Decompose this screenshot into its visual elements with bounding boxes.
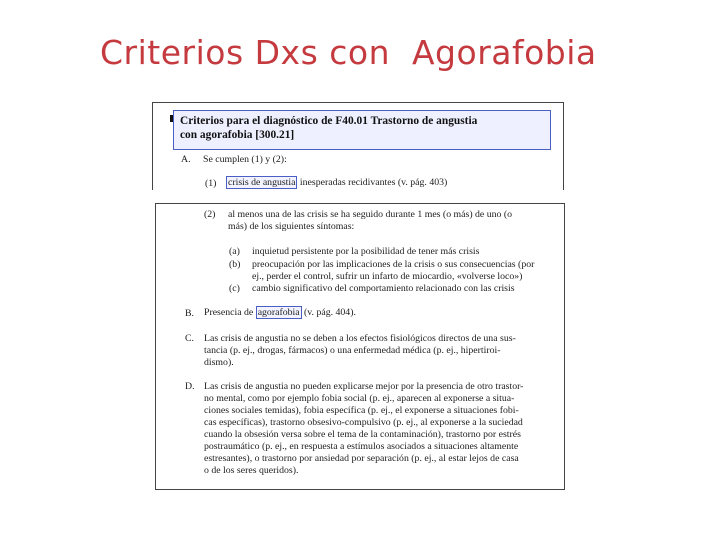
criterion-c-line-1: Las crisis de angustia no se deben a los efectos fisiológicos directos de una sus- [204,333,516,344]
sub-b-line-1: preocupación por las implicaciones de la crisis o sus consecuencias (por [252,259,535,270]
criteria-header-line-2: con agorafobia [300.21] [180,129,295,141]
criterion-a-item2-line-1: al menos una de las crisis se ha seguido durante 1 mes (o más) de uno (o [228,209,513,220]
criterion-a-marker: A. [181,154,191,165]
criterion-a-item1 [226,177,447,189]
criterion-a-item2-marker: (2) [204,209,216,220]
criterion-a-item1-marker: (1) [205,178,217,189]
scan-fragment-top [152,102,564,190]
criteria-header-line-1: Criterios para el diagnóstico de F40.01 Trastorno de angustia [180,115,478,127]
criterion-b-marker: B. [185,308,194,319]
criterion-a-item2-line-2: más) de los siguientes síntomas: [228,221,355,232]
criterion-d-line: cas específicas), trastorno obsesivo-compulsivo (p. ej., al exponerse a la suciedad [204,417,523,428]
criterion-c-marker: C. [185,333,194,344]
highlight-crisis-de-angustia: crisis de angustia [228,177,296,188]
sub-a-text: inquietud persistente por la posibilidad de tener más crisis [252,246,480,257]
highlight-agorafobia: agorafobia [257,307,300,318]
criterion-c-line-2: tancia (p. ej., drogas, fármacos) o una enfermedad médica (p. ej., hipertiroi- [204,345,501,356]
criterion-c-line-3: dismo). [204,357,234,368]
criterion-d-line: estresantes), o trastorno por ansiedad por separación (p. ej., al estar lejos de casa [204,453,519,464]
sub-c-marker: (c) [229,283,240,294]
criterion-d-line: postraumático (p. ej., en respuesta a estímulos asociados a situaciones altamente [204,441,519,452]
sub-b-marker: (b) [229,259,241,270]
sub-c-text: cambio significativo del comportamiento relacionado con las crisis [252,283,515,294]
criterion-b-post: (v. pág. 404). [301,307,356,318]
criterion-a-text: Se cumplen (1) y (2): [203,154,287,165]
criteria-header [173,110,551,150]
sub-b-line-2: ej., perder el control, sufrir un infarto de miocardio, «volverse loco») [252,271,523,282]
criterion-d-line: ciones sociales temidas), fobia específica (p. ej., el exponerse a situaciones fobi- [204,405,519,416]
criterion-d-line: Las crisis de angustia no pueden explicarse mejor por la presencia de otro trastor- [204,381,524,392]
criterion-b-text [204,307,356,319]
criterion-d-line: no mental, como por ejemplo fobia social (p. ej., aparecen al exponerse a situa- [204,393,515,404]
sub-a-marker: (a) [229,246,240,257]
slide-title: Criterios Dxs con Agorafobia [100,33,597,72]
criterion-d-marker: D. [185,381,195,392]
criterion-b-pre: Presencia de [204,307,256,318]
criterion-a-item1-rest: inesperadas recidivantes (v. pág. 403) [297,177,448,188]
scan-fragment-bottom [155,203,565,490]
criterion-d-line: o de los seres queridos). [204,465,299,476]
criterion-d-line: cuando la obsesión versa sobre el tema de la contaminación), trastorno por estrés [204,429,521,440]
